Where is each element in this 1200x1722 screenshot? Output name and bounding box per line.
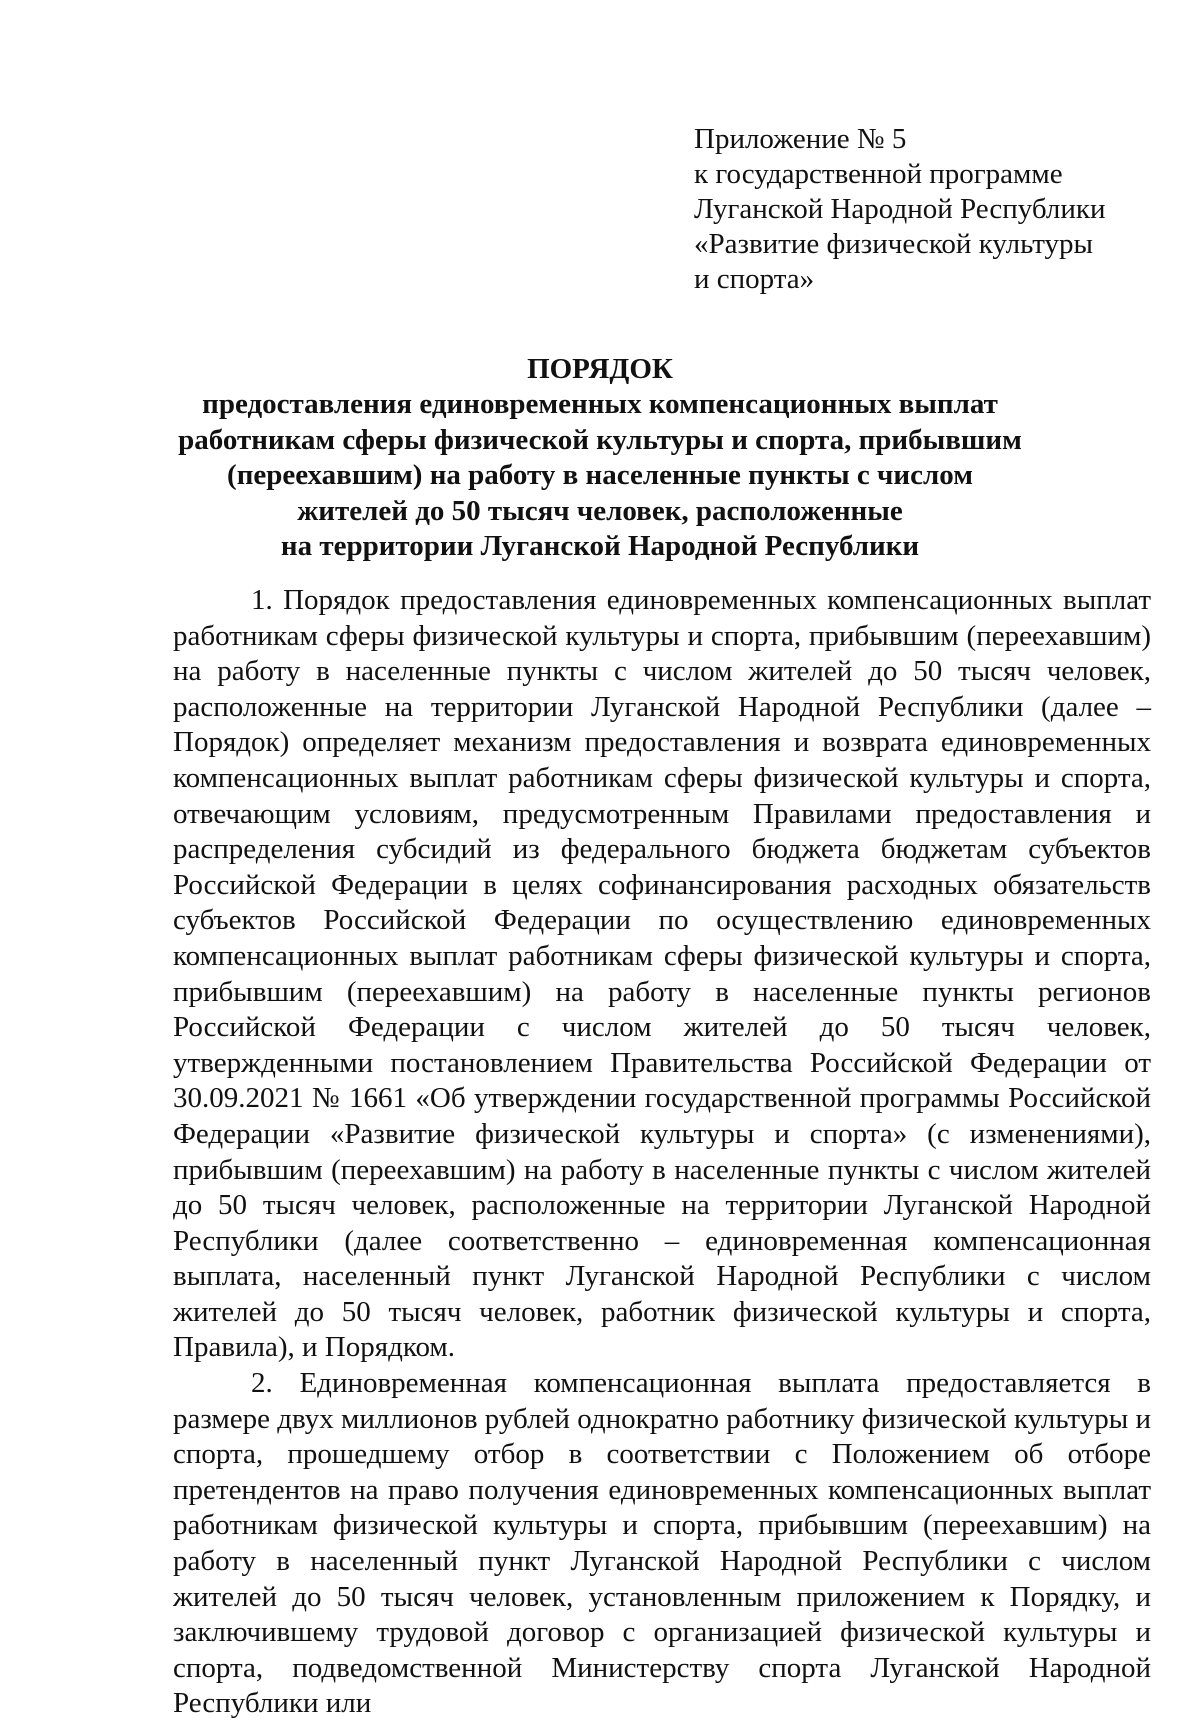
title-line: предоставления единовременных компенсационных выплат xyxy=(202,388,998,421)
paragraph-2: 2. Единовременная компенсационная выплата предоставляется в размере двух миллионов рублей однократно работнику физической культуры и спорта, прошедшему отбор в соответствии с Положением об отборе претендентов на право получения единовременных компенсационных выплат работникам физической культуры и спорта, прибывшим (переехавшим) на работу в населенный пункт Луганской Народной Республики с числом жителей до 50 тысяч человек, установленным приложением к Порядку, и заключившему трудовой договор с организацией физической культуры и спорта, подведомственной Министерству спорта Луганской Народной Республики или xyxy=(173,1367,1151,1720)
title-line: на территории Луганской Народной Республики xyxy=(280,530,920,563)
appendix-line: «Развитие физической культуры xyxy=(694,228,1093,260)
title-line: жителей до 50 тысяч человек, расположенные xyxy=(297,494,903,527)
appendix-number: Приложение № 5 xyxy=(694,123,907,155)
title-line: работникам сферы физической культуры и спорта, прибывшим xyxy=(178,423,1022,456)
document-title xyxy=(120,352,1080,564)
title-line: (переехавшим) на работу в населенные пункты с числом xyxy=(227,459,973,492)
appendix-header xyxy=(694,122,1134,297)
paragraph-1: 1. Порядок предоставления единовременных компенсационных выплат работникам сферы физической культуры и спорта, прибывшим (переехавшим) на работу в населенные пункты с числом жителей до 50 тысяч человек, расположенные на территории Луганской Народной Республики (далее – Порядок) определяет механизм предоставления и возврата единовременных компенсационных выплат работникам сферы физической культуры и спорта, отвечающим условиям, предусмотренным Правилами предоставления и распределения субсидий из федерального бюджета бюджетам субъектов Российской Федерации в целях софинансирования расходных обязательств субъектов Российской Федерации по осуществлению единовременных компенсационных выплат работникам сферы физической культуры и спорта, прибывшим (переехавшим) на работу в населенные пункты регионов Российской Федерации с числом жителей до 50 тысяч человек, утвержденными постановлением Правительства Российской Федерации от 30.09.2021 № 1661 «Об утверждении государственной программы Российской Федерации «Развитие физической культуры и спорта» (с изменениями), прибывшим (переехавшим) на работу в населенные пункты с числом жителей до 50 тысяч человек, расположенные на территории Луганской Народной Республики (далее соответственно – единовременная компенсационная выплата, населенный пункт Луганской Народной Республики с числом жителей до 50 тысяч человек, работник физической культуры и спорта, Правила), и Порядком. xyxy=(173,584,1151,1364)
appendix-line: Луганской Народной Республики xyxy=(694,193,1106,225)
appendix-line: и спорта» xyxy=(694,263,815,295)
title-heading: ПОРЯДОК xyxy=(527,353,673,385)
document-body xyxy=(173,583,1151,1722)
appendix-line: к государственной программе xyxy=(694,158,1063,190)
